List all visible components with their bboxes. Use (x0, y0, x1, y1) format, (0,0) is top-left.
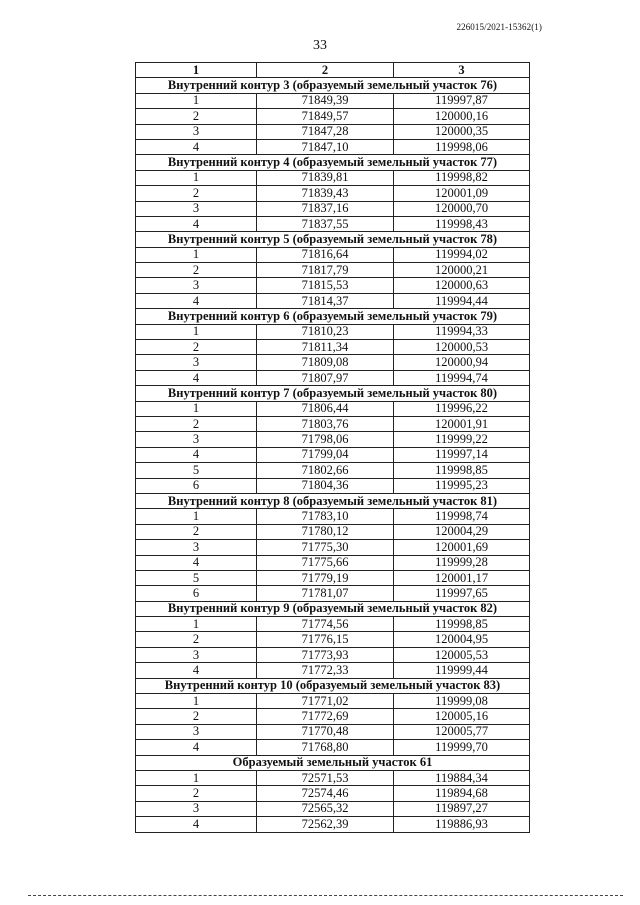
x-coordinate-cell: 71775,66 (257, 555, 394, 570)
y-coordinate-cell: 119999,44 (394, 663, 530, 678)
point-number-cell: 4 (136, 293, 257, 308)
y-coordinate-cell: 120004,29 (394, 524, 530, 539)
x-coordinate-cell: 71847,10 (257, 139, 394, 154)
point-number-cell: 2 (136, 709, 257, 724)
point-number-cell: 1 (136, 509, 257, 524)
y-coordinate-cell: 120000,63 (394, 278, 530, 293)
point-number-cell: 3 (136, 801, 257, 816)
y-coordinate-cell: 120000,35 (394, 124, 530, 139)
y-coordinate-cell: 119999,28 (394, 555, 530, 570)
section-title: Внутренний контур 5 (образуемый земельный участок 78) (136, 232, 530, 247)
table-row (136, 817, 530, 832)
y-coordinate-cell: 120001,17 (394, 570, 530, 585)
point-number-cell: 6 (136, 478, 257, 493)
table-row (136, 247, 530, 262)
point-number-cell: 3 (136, 540, 257, 555)
point-number-cell: 1 (136, 324, 257, 339)
y-coordinate-cell: 119998,82 (394, 170, 530, 185)
point-number-cell: 1 (136, 93, 257, 108)
x-coordinate-cell: 71799,04 (257, 447, 394, 462)
y-coordinate-cell: 120000,16 (394, 109, 530, 124)
y-coordinate-cell: 120005,53 (394, 647, 530, 662)
y-coordinate-cell: 119998,06 (394, 139, 530, 154)
table-row (136, 524, 530, 539)
y-coordinate-cell: 119894,68 (394, 786, 530, 801)
section-title: Внутренний контур 3 (образуемый земельный участок 76) (136, 78, 530, 93)
x-coordinate-cell: 71837,16 (257, 201, 394, 216)
point-number-cell: 2 (136, 632, 257, 647)
section-title: Внутренний контур 10 (образуемый земельный участок 83) (136, 678, 530, 693)
table-row (136, 139, 530, 154)
y-coordinate-cell: 119999,22 (394, 432, 530, 447)
point-number-cell: 4 (136, 216, 257, 231)
column-header-2: 2 (257, 63, 394, 78)
point-number-cell: 5 (136, 463, 257, 478)
point-number-cell: 4 (136, 370, 257, 385)
x-coordinate-cell: 71802,66 (257, 463, 394, 478)
page-bottom-divider (28, 895, 623, 896)
table-row (136, 186, 530, 201)
y-coordinate-cell: 120005,16 (394, 709, 530, 724)
coordinates-table (135, 62, 530, 833)
x-coordinate-cell: 72571,53 (257, 770, 394, 785)
table-row (136, 340, 530, 355)
y-coordinate-cell: 120005,77 (394, 724, 530, 739)
x-coordinate-cell: 71806,44 (257, 401, 394, 416)
section-header-row (136, 232, 530, 247)
x-coordinate-cell: 71817,79 (257, 263, 394, 278)
page-number: 33 (313, 38, 327, 53)
point-number-cell: 2 (136, 416, 257, 431)
y-coordinate-cell: 119998,85 (394, 463, 530, 478)
section-title: Внутренний контур 8 (образуемый земельный участок 81) (136, 493, 530, 508)
y-coordinate-cell: 120001,09 (394, 186, 530, 201)
x-coordinate-cell: 71773,93 (257, 647, 394, 662)
point-number-cell: 1 (136, 170, 257, 185)
x-coordinate-cell: 71816,64 (257, 247, 394, 262)
x-coordinate-cell: 71814,37 (257, 293, 394, 308)
x-coordinate-cell: 71810,23 (257, 324, 394, 339)
y-coordinate-cell: 120001,91 (394, 416, 530, 431)
x-coordinate-cell: 71803,76 (257, 416, 394, 431)
table-row (136, 586, 530, 601)
section-title: Внутренний контур 4 (образуемый земельный участок 77) (136, 155, 530, 170)
table-row (136, 201, 530, 216)
point-number-cell: 6 (136, 586, 257, 601)
y-coordinate-cell: 119994,74 (394, 370, 530, 385)
y-coordinate-cell: 120001,69 (394, 540, 530, 555)
section-header-row (136, 493, 530, 508)
section-title: Образуемый земельный участок 61 (136, 755, 530, 770)
point-number-cell: 1 (136, 694, 257, 709)
y-coordinate-cell: 119995,23 (394, 478, 530, 493)
x-coordinate-cell: 71839,43 (257, 186, 394, 201)
table-row (136, 786, 530, 801)
x-coordinate-cell: 71768,80 (257, 740, 394, 755)
table-row (136, 801, 530, 816)
section-title: Внутренний контур 6 (образуемый земельный участок 79) (136, 309, 530, 324)
point-number-cell: 2 (136, 263, 257, 278)
table-row (136, 770, 530, 785)
table-row (136, 447, 530, 462)
column-header-3: 3 (394, 63, 530, 78)
section-header-row (136, 755, 530, 770)
table-row (136, 401, 530, 416)
point-number-cell: 1 (136, 247, 257, 262)
point-number-cell: 4 (136, 740, 257, 755)
point-number-cell: 5 (136, 570, 257, 585)
point-number-cell: 2 (136, 186, 257, 201)
section-title: Внутренний контур 7 (образуемый земельный участок 80) (136, 386, 530, 401)
y-coordinate-cell: 120000,70 (394, 201, 530, 216)
x-coordinate-cell: 71774,56 (257, 617, 394, 632)
table-row (136, 216, 530, 231)
x-coordinate-cell: 71849,39 (257, 93, 394, 108)
y-coordinate-cell: 119996,22 (394, 401, 530, 416)
table-row (136, 109, 530, 124)
point-number-cell: 3 (136, 124, 257, 139)
y-coordinate-cell: 120000,21 (394, 263, 530, 278)
point-number-cell: 2 (136, 340, 257, 355)
point-number-cell: 4 (136, 447, 257, 462)
point-number-cell: 3 (136, 647, 257, 662)
table-row (136, 647, 530, 662)
y-coordinate-cell: 119997,65 (394, 586, 530, 601)
point-number-cell: 3 (136, 432, 257, 447)
x-coordinate-cell: 71772,69 (257, 709, 394, 724)
y-coordinate-cell: 119998,43 (394, 216, 530, 231)
section-header-row (136, 678, 530, 693)
table-row (136, 663, 530, 678)
y-coordinate-cell: 120004,95 (394, 632, 530, 647)
point-number-cell: 4 (136, 139, 257, 154)
point-number-cell: 3 (136, 201, 257, 216)
x-coordinate-cell: 71779,19 (257, 570, 394, 585)
x-coordinate-cell: 71839,81 (257, 170, 394, 185)
table-row (136, 416, 530, 431)
table-row (136, 694, 530, 709)
x-coordinate-cell: 71815,53 (257, 278, 394, 293)
table-row (136, 617, 530, 632)
x-coordinate-cell: 71849,57 (257, 109, 394, 124)
table-row (136, 709, 530, 724)
section-header-row (136, 386, 530, 401)
point-number-cell: 4 (136, 663, 257, 678)
point-number-cell: 4 (136, 817, 257, 832)
x-coordinate-cell: 72565,32 (257, 801, 394, 816)
table-row (136, 278, 530, 293)
table-row (136, 570, 530, 585)
section-header-row (136, 601, 530, 616)
x-coordinate-cell: 71781,07 (257, 586, 394, 601)
x-coordinate-cell: 71807,97 (257, 370, 394, 385)
point-number-cell: 3 (136, 355, 257, 370)
point-number-cell: 2 (136, 109, 257, 124)
y-coordinate-cell: 119997,87 (394, 93, 530, 108)
x-coordinate-cell: 72574,46 (257, 786, 394, 801)
table-row (136, 355, 530, 370)
y-coordinate-cell: 119886,93 (394, 817, 530, 832)
table-row (136, 509, 530, 524)
x-coordinate-cell: 71783,10 (257, 509, 394, 524)
y-coordinate-cell: 119884,34 (394, 770, 530, 785)
point-number-cell: 1 (136, 617, 257, 632)
y-coordinate-cell: 119994,02 (394, 247, 530, 262)
column-header-1: 1 (136, 63, 257, 78)
y-coordinate-cell: 120000,94 (394, 355, 530, 370)
section-header-row (136, 78, 530, 93)
table-row (136, 93, 530, 108)
table-body (136, 78, 530, 832)
point-number-cell: 4 (136, 555, 257, 570)
header-row (136, 63, 530, 78)
table-row (136, 370, 530, 385)
point-number-cell: 2 (136, 524, 257, 539)
y-coordinate-cell: 119999,70 (394, 740, 530, 755)
point-number-cell: 3 (136, 278, 257, 293)
section-header-row (136, 309, 530, 324)
y-coordinate-cell: 119999,08 (394, 694, 530, 709)
section-header-row (136, 155, 530, 170)
x-coordinate-cell: 71772,33 (257, 663, 394, 678)
y-coordinate-cell: 119997,14 (394, 447, 530, 462)
table-row (136, 263, 530, 278)
x-coordinate-cell: 72562,39 (257, 817, 394, 832)
x-coordinate-cell: 71798,06 (257, 432, 394, 447)
point-number-cell: 1 (136, 401, 257, 416)
table-row (136, 478, 530, 493)
x-coordinate-cell: 71770,48 (257, 724, 394, 739)
x-coordinate-cell: 71771,02 (257, 694, 394, 709)
point-number-cell: 1 (136, 770, 257, 785)
table-row (136, 740, 530, 755)
x-coordinate-cell: 71804,36 (257, 478, 394, 493)
table-row (136, 170, 530, 185)
table-row (136, 324, 530, 339)
x-coordinate-cell: 71811,34 (257, 340, 394, 355)
point-number-cell: 2 (136, 786, 257, 801)
y-coordinate-cell: 119998,85 (394, 617, 530, 632)
table-row (136, 463, 530, 478)
document-id: 226015/2021-15362(1) (456, 22, 542, 32)
y-coordinate-cell: 119994,33 (394, 324, 530, 339)
table-row (136, 432, 530, 447)
y-coordinate-cell: 119897,27 (394, 801, 530, 816)
table-row (136, 724, 530, 739)
section-title: Внутренний контур 9 (образуемый земельный участок 82) (136, 601, 530, 616)
y-coordinate-cell: 119998,74 (394, 509, 530, 524)
table-row (136, 293, 530, 308)
x-coordinate-cell: 71775,30 (257, 540, 394, 555)
table-row (136, 632, 530, 647)
y-coordinate-cell: 119994,44 (394, 293, 530, 308)
table-row (136, 124, 530, 139)
y-coordinate-cell: 120000,53 (394, 340, 530, 355)
table-row (136, 555, 530, 570)
point-number-cell: 3 (136, 724, 257, 739)
table-row (136, 540, 530, 555)
x-coordinate-cell: 71776,15 (257, 632, 394, 647)
x-coordinate-cell: 71809,08 (257, 355, 394, 370)
x-coordinate-cell: 71837,55 (257, 216, 394, 231)
x-coordinate-cell: 71847,28 (257, 124, 394, 139)
x-coordinate-cell: 71780,12 (257, 524, 394, 539)
